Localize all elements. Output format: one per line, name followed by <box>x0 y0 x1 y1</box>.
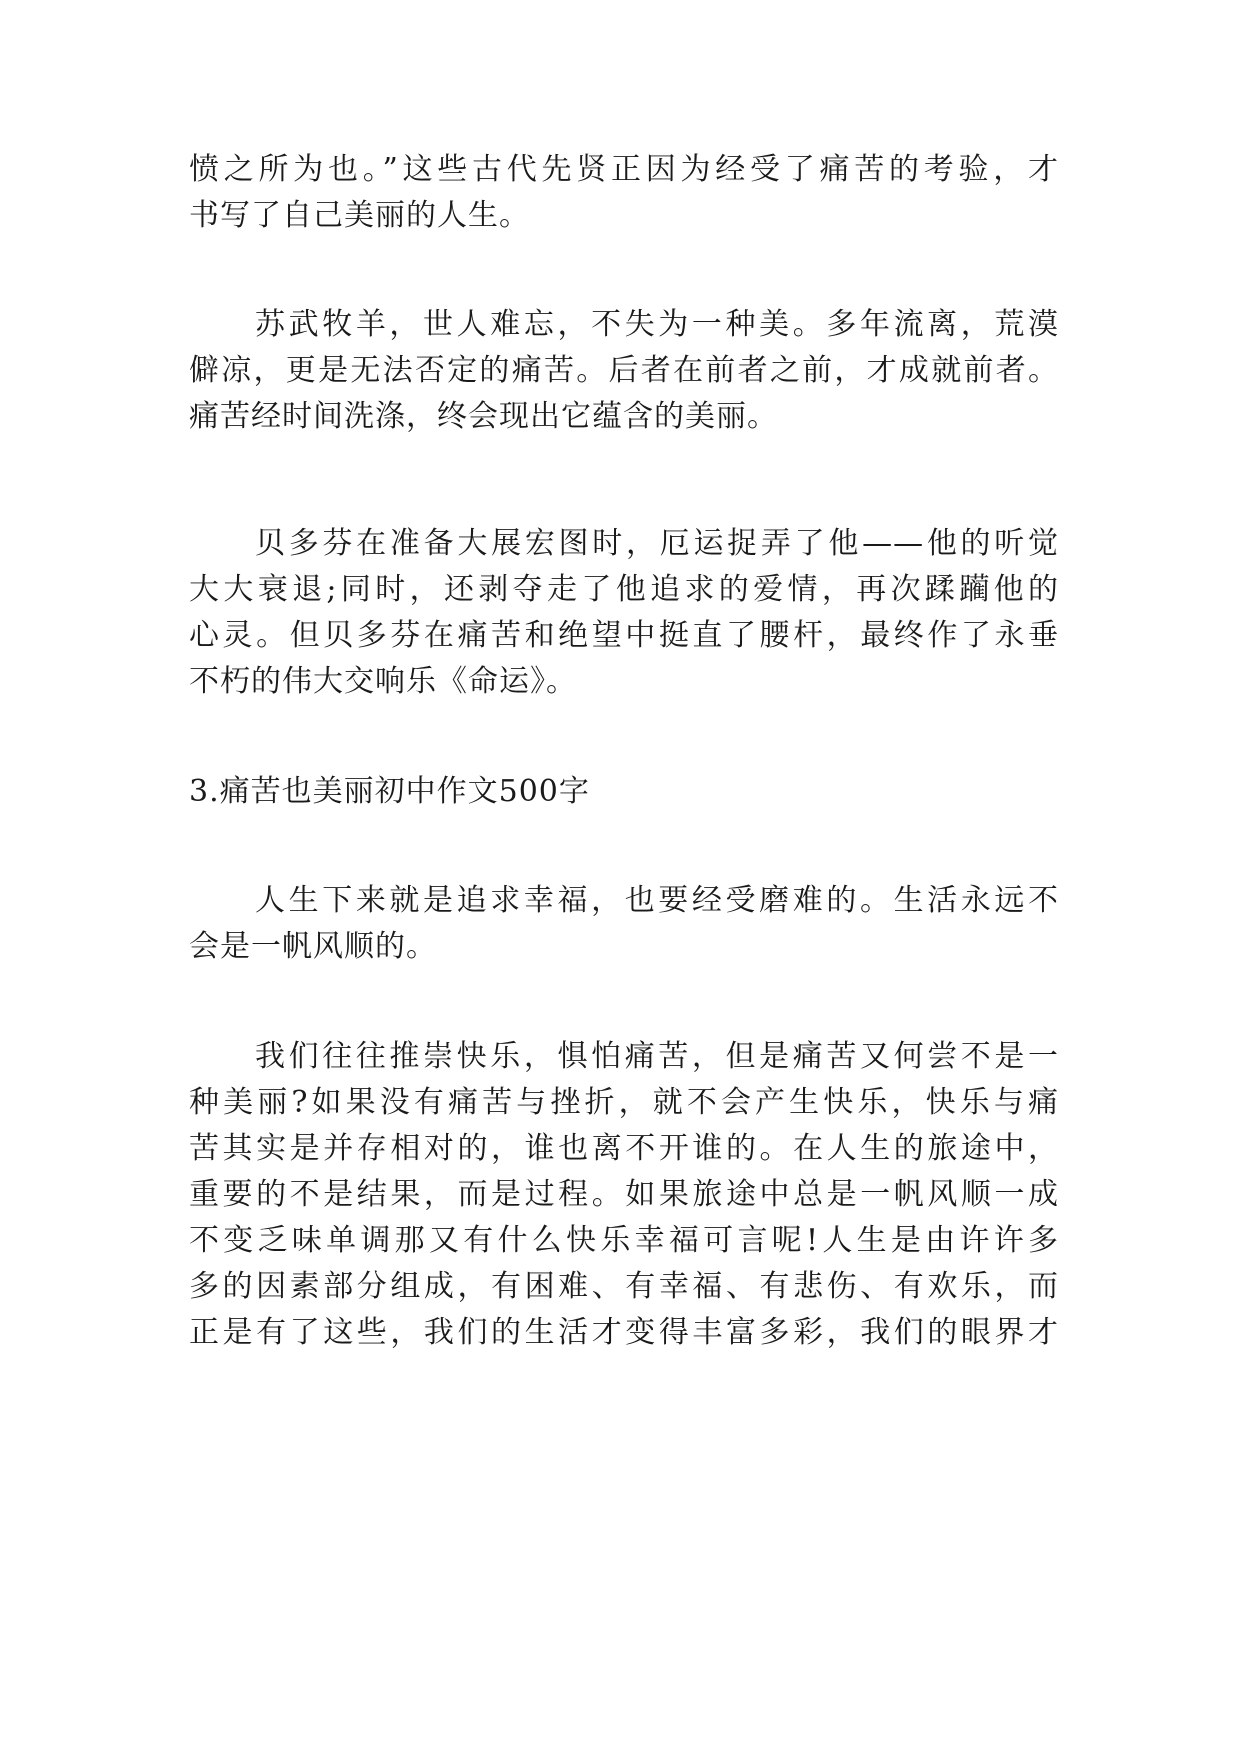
paragraph-2-line-3: 痛苦经时间洗涤，终会现出它蕴含的美丽。 <box>189 399 778 434</box>
paragraph-2-line-2: 僻凉，更是无法否定的痛苦。后者在前者之前，才成就前者。 <box>189 353 1059 388</box>
paragraph-5-line-2: 种美丽?如果没有痛苦与挫折，就不会产生快乐，快乐与痛 <box>189 1085 1059 1120</box>
paragraph-5-line-7: 正是有了这些，我们的生活才变得丰富多彩，我们的眼界才 <box>189 1315 1059 1350</box>
paragraph-5-line-6: 多的因素部分组成，有困难、有幸福、有悲伤、有欢乐，而 <box>189 1269 1059 1304</box>
paragraph-3-line-1: 贝多芬在准备大展宏图时，厄运捉弄了他——他的听觉 <box>255 526 1059 561</box>
paragraph-4-line-1: 人生下来就是追求幸福，也要经受磨难的。生活永远不 <box>255 883 1059 918</box>
paragraph-5-line-3: 苦其实是并存相对的，谁也离不开谁的。在人生的旅途中， <box>189 1131 1059 1166</box>
paragraph-3-line-3: 心灵。但贝多芬在痛苦和绝望中挺直了腰杆，最终作了永垂 <box>189 618 1059 653</box>
paragraph-3-line-4: 不朽的伟大交响乐《命运》。 <box>189 664 577 699</box>
paragraph-1-line-2: 书写了自己美丽的人生。 <box>189 198 530 233</box>
paragraph-5-line-1: 我们往往推崇快乐，惧怕痛苦，但是痛苦又何尝不是一 <box>255 1039 1059 1074</box>
paragraph-3-line-2: 大大衰退;同时，还剥夺走了他追求的爱情，再次蹂躏他的 <box>189 572 1059 607</box>
paragraph-5-line-5: 不变乏味单调那又有什么快乐幸福可言呢!人生是由许许多 <box>189 1223 1059 1258</box>
paragraph-4-line-2: 会是一帆风顺的。 <box>189 929 437 964</box>
paragraph-1-line-1: 愤之所为也。”这些古代先贤正因为经受了痛苦的考验，才 <box>189 152 1059 187</box>
paragraph-5-line-4: 重要的不是结果，而是过程。如果旅途中总是一帆风顺一成 <box>189 1177 1059 1212</box>
paragraph-2-line-1: 苏武牧羊，世人难忘，不失为一种美。多年流离，荒漠 <box>255 307 1059 342</box>
section-heading: 3.痛苦也美丽初中作文500字 <box>189 774 590 809</box>
